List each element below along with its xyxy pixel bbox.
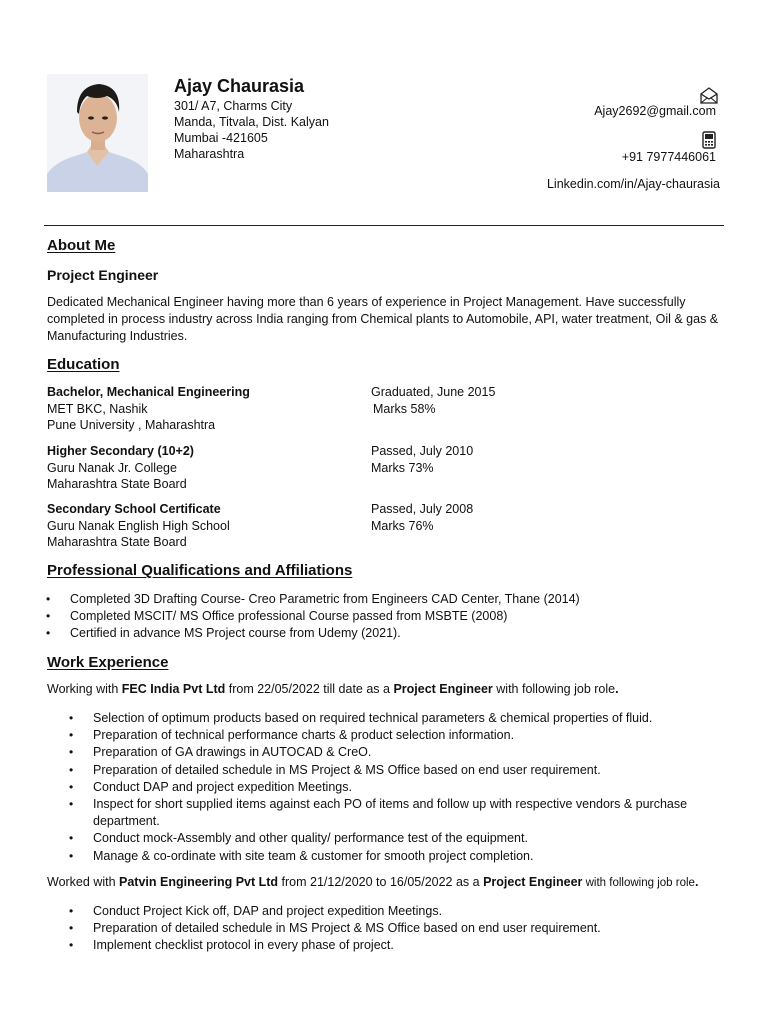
section-heading-education: Education (47, 356, 120, 373)
education-result (371, 501, 473, 534)
job-intro-text: Worked with (47, 875, 120, 889)
degree-title: Bachelor, Mechanical Engineering (47, 385, 250, 399)
degree-title: Secondary School Certificate (47, 502, 221, 516)
job-role: Project Engineer (393, 682, 493, 696)
email-link[interactable]: Ajay2692@gmail.com (594, 104, 716, 118)
about-summary: Dedicated Mechanical Engineer having more than 6 years of experience in Project Management. Have successfully completed in process industry across India ranging from Chemical plants to Automobile, API, water treatment, Oil & gas & Manufacturing Industries. (47, 295, 719, 343)
job-intro-text: from 22/05/2022 till date as a (225, 682, 394, 696)
marks: Marks 58% (373, 401, 436, 416)
company-name: FEC India Pvt Ltd (121, 682, 226, 696)
address-line: 301/ A7, Charms City (174, 99, 293, 113)
section-heading-about: About Me (47, 237, 116, 254)
education-entry (47, 501, 230, 551)
institution-board: Pune University , Maharashtra (47, 418, 216, 432)
institution: Guru Nanak English High School (47, 518, 230, 533)
degree-title: Higher Secondary (10+2) (47, 444, 194, 458)
list-item: • Completed 3D Drafting Course- Creo Parametric from Engineers CAD Center, Thane (2014) (70, 591, 720, 608)
institution-board: Maharashtra State Board (47, 535, 187, 549)
list-item: • Certified in advance MS Project course from Udemy (2021). (70, 625, 720, 642)
phone-number[interactable]: +91 7977446061 (621, 150, 716, 164)
job-intro-text: . (694, 875, 699, 889)
list-item: • Implement checklist protocol in every phase of project. (93, 937, 723, 954)
graduation-status: Passed, July 2010 (371, 444, 474, 458)
address-line: Mumbai -421605 (174, 131, 268, 145)
avatar (47, 74, 148, 192)
job-intro-text: . (615, 682, 619, 696)
marks: Marks 73% (371, 460, 434, 475)
candidate-name: Ajay Chaurasia (174, 76, 305, 96)
profile-photo (47, 74, 148, 192)
list-item: • Preparation of detailed schedule in MS Project & MS Office based on end user requirement. (93, 920, 723, 937)
list-item: • Conduct mock-Assembly and other quality/ performance test of the equipment. (93, 830, 723, 847)
list-item: • Conduct Project Kick off, DAP and project expedition Meetings. (93, 903, 723, 920)
institution: Guru Nanak Jr. College (47, 460, 177, 475)
job-duties-list (93, 710, 723, 865)
address-line: Manda, Titvala, Dist. Kalyan (174, 115, 329, 129)
education-entry (47, 443, 194, 493)
institution: MET BKC, Nashik (47, 401, 148, 416)
list-item: • Preparation of GA drawings in AUTOCAD & CreO. (93, 744, 723, 761)
education-entry (47, 384, 250, 434)
job-intro (47, 682, 619, 696)
job-intro-text: with following job role (492, 682, 616, 696)
linkedin-link[interactable]: Linkedin.com/in/Ajay-chaurasia (546, 177, 720, 191)
job-duties-list (93, 903, 723, 955)
list-item: • Inspect for short supplied items against each PO of items and follow up with respective vendors & purchase department. (93, 796, 723, 830)
job-intro-text: Working with (47, 682, 122, 696)
list-item: • Preparation of detailed schedule in MS Project & MS Office based on end user requirement. (93, 762, 723, 779)
education-result (371, 384, 495, 417)
job-intro-text: from 21/12/2020 to 16/05/2022 as a (278, 875, 484, 889)
list-item: • Conduct DAP and project expedition Meetings. (93, 779, 723, 796)
graduation-status: Graduated, June 2015 (371, 385, 496, 399)
job-intro (47, 875, 698, 889)
section-heading-work: Work Experience (47, 654, 169, 671)
section-heading-qualifications: Professional Qualifications and Affiliations (47, 562, 353, 579)
list-item: • Manage & co-ordinate with site team & customer for smooth project completion. (93, 848, 723, 865)
list-item: • Completed MSCIT/ MS Office professional Course passed from MSBTE (2008) (70, 608, 720, 625)
job-intro-text: with following job role (582, 877, 695, 889)
company-name: Patvin Engineering Pvt Ltd (119, 875, 279, 889)
list-item: • Preparation of technical performance charts & product selection information. (93, 727, 723, 744)
institution-board: Maharashtra State Board (47, 477, 187, 491)
graduation-status: Passed, July 2008 (371, 502, 474, 516)
job-role: Project Engineer (483, 875, 583, 889)
education-result (371, 443, 473, 476)
list-item: • Selection of optimum products based on required technical parameters & chemical properties of fluid. (93, 710, 723, 727)
qualifications-list (70, 591, 720, 643)
job-title: Project Engineer (47, 267, 159, 283)
marks: Marks 76% (371, 518, 434, 533)
address-line: Maharashtra (174, 147, 245, 161)
header-divider (44, 225, 724, 226)
